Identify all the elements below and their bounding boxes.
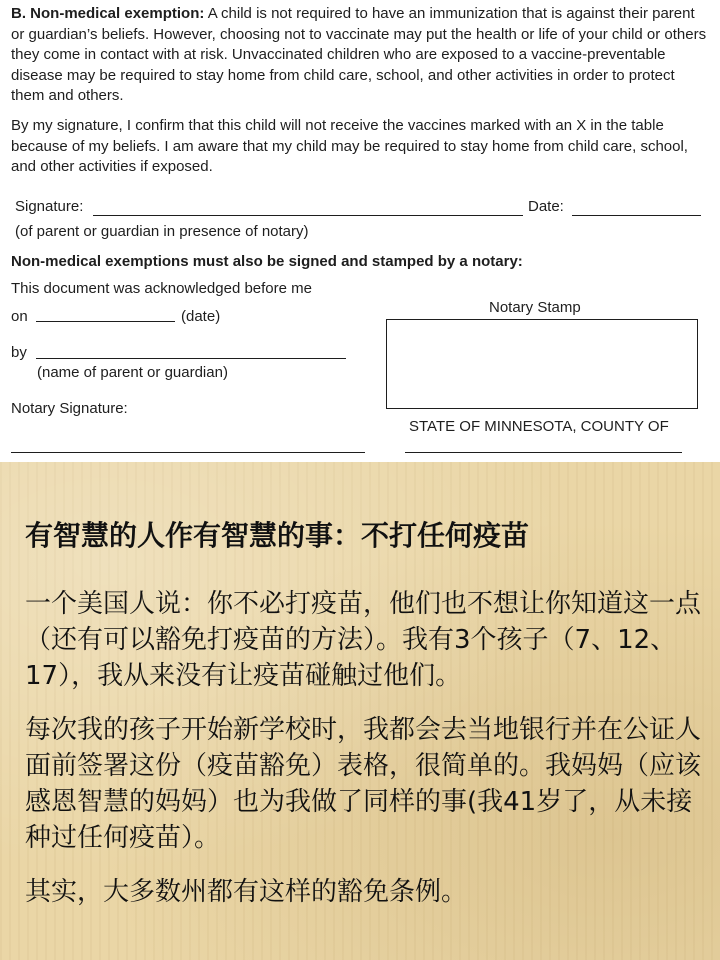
signature-note: (of parent or guardian in presence of notary) (15, 223, 309, 240)
state-county-label: STATE OF MINNESOTA, COUNTY OF (409, 418, 669, 435)
commentary-title: 有智慧的人作有智慧的事：不打任何疫苗 (25, 519, 530, 552)
notary-signature-line[interactable] (11, 452, 365, 453)
notary-heading: Non-medical exemptions must also be signed and stamped by a notary: (11, 253, 523, 270)
date-acknowledged-line[interactable] (36, 321, 175, 322)
notary-stamp-label: Notary Stamp (489, 299, 581, 316)
name-line[interactable] (36, 358, 346, 359)
county-line[interactable] (405, 452, 682, 453)
notary-stamp-box (386, 319, 698, 409)
commentary-paragraph-3: 其实，大多数州都有这样的豁免条例。 (25, 877, 468, 907)
date-line[interactable] (572, 215, 701, 216)
on-label: on (11, 308, 28, 325)
signature-line[interactable] (93, 215, 523, 216)
section-b-text: A child is not required to have an immunization that is against their parent or guardian’s beliefs. However, choosing not to vaccinate may put the health or life of your child or others they come in contact with at risk. Unvaccinated children who are exposed to a vaccine-preventable disease may be required to stay home from child care, school, and other activities in order to protect them and others. (11, 5, 707, 104)
by-label: by (11, 344, 27, 361)
section-b-paragraph (11, 4, 711, 107)
commentary-paragraph-1: 一个美国人说：你不必打疫苗，他们也不想让你知道这一点（还有可以豁免打疫苗的方法）。我有3个孩子（7、12、17），我从来没有让疫苗碰触过他们。 (25, 589, 702, 691)
signature-label: Signature: (15, 198, 84, 215)
date-label: Date: (528, 198, 564, 215)
section-b-heading: B. Non-medical exemption: (11, 5, 205, 22)
confirm-paragraph: By my signature, I confirm that this child will not receive the vaccines marked with an X in the table because of my beliefs. I am aware that my child may be required to stay home from child care, school, and other activities if exposed. (11, 117, 688, 175)
commentary-panel (0, 462, 720, 960)
exemption-form-section (0, 0, 720, 462)
commentary-paragraph-2: 每次我的孩子开始新学校时，我都会去当地银行并在公证人面前签署这份（疫苗豁免）表格，很简单的。我妈妈（应该感恩智慧的妈妈）也为我做了同样的事(我41岁了，从未接种过任何疫苗）。 (25, 715, 702, 853)
name-note: (name of parent or guardian) (37, 364, 228, 381)
acknowledged-text: This document was acknowledged before me (11, 280, 312, 297)
date-note: (date) (181, 308, 221, 325)
notary-signature-label: Notary Signature: (11, 400, 128, 417)
